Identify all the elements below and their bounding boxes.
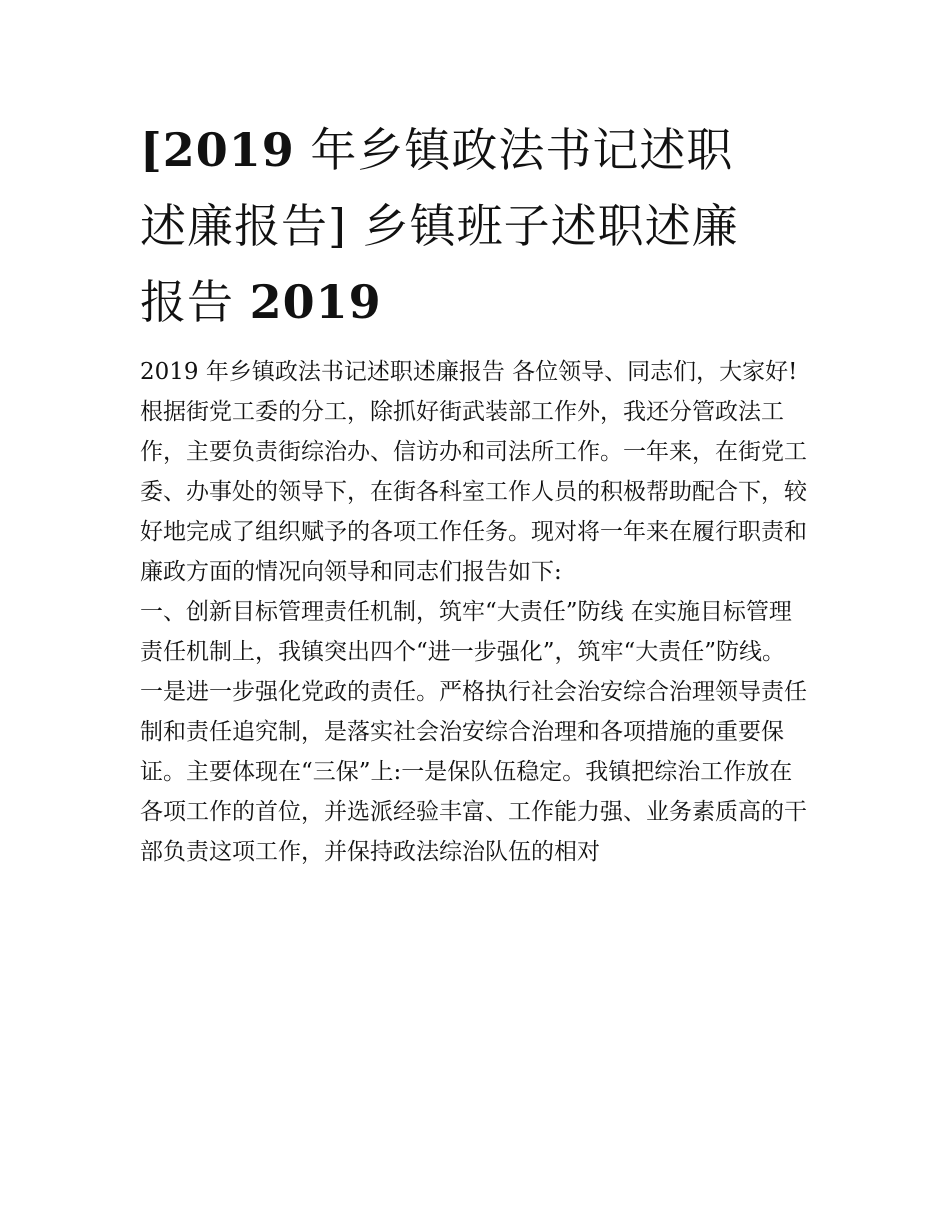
document-title: [140, 112, 780, 340]
document-body: [140, 352, 812, 872]
title-text: 年乡镇政法书记述职述廉报告] 乡镇班子述职述廉报告: [140, 123, 739, 329]
title-year-suffix: 2019: [249, 275, 382, 329]
title-year-bracket: [2019: [140, 123, 295, 177]
paragraph-section-one: 一、创新目标管理责任机制，筑牢“大责任”防线 在实施目标管理责任机制上，我镇突出四个“进一步强化”，筑牢“大责任”防线。: [140, 599, 792, 665]
document-content: [140, 112, 812, 872]
paragraph-intro: 根据街党工委的分工，除抓好街武装部工作外，我还分管政法工作，主要负责街综治办、信访办和司法所工作。一年来，在街党工委、办事处的领导下，在街各科室工作人员的积极帮助配合下，较好地完成了组织赋予的各项工作任务。现对将一年来在履行职责和廉政方面的情况向领导和同志们报告如下:: [140, 399, 807, 585]
paragraph-greeting: 2019 年乡镇政法书记述职述廉报告 各位领导、同志们，大家好!: [140, 359, 798, 385]
paragraph-party-responsibility: 一是进一步强化党政的责任。严格执行社会治安综合治理领导责任制和责任追究制，是落实社会治安综合治理和各项措施的重要保证。主要体现在“三保”上:一是保队伍稳定。我镇把综治工作放在各项工作的首位，并选派经验丰富、工作能力强、业务素质高的干部负责这项工作，并保持政法综治队伍的相对: [140, 679, 807, 865]
